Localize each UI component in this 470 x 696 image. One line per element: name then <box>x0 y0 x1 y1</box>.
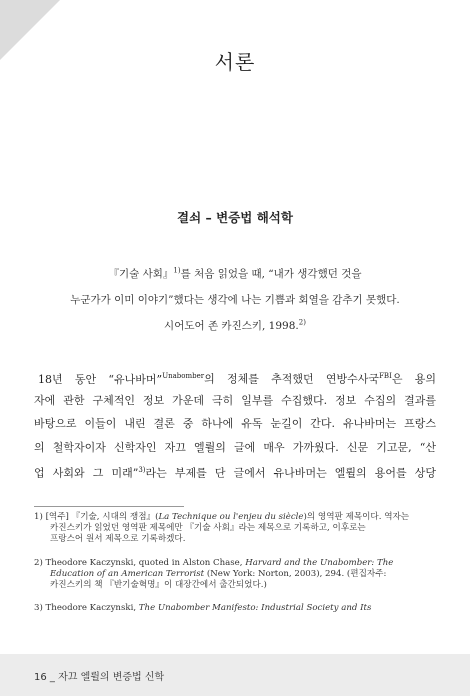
epigraph-line-2: 누군가가 이미 이야기”했다는 생각에 나는 기쁨과 회열을 감추기 못했다. <box>70 294 400 306</box>
footnote-divider <box>34 506 184 507</box>
body-line-5: 업 사회와 그 미래”$^{3)}$라는 부제를 단 글에서 유나바머는 엘륄의 용어를 상당 <box>34 466 437 480</box>
body-line-2: 자에 관한 구체적인 정보 가운데 극히 일부를 수집했다. 정보 수집의 결과를 <box>34 393 436 407</box>
chapter-title: 서론 <box>214 50 256 74</box>
footnote-1: 1) [역주] 『기술, 시대의 쟁점』(La Technique ou l'enjeu du siècle)의 영역판 제목이다. 역자는 카진스키가 읽었던 영역판 제목에만 『기술 사회』라는 제목으로 기록하고, 이후로는 프랑스어 원서 제목으로 기록하겠다. <box>34 512 410 544</box>
body-text <box>34 365 436 483</box>
footnote-ref-3[interactable]: 3) <box>138 466 146 474</box>
body-line-4: 의 철학자이자 신학자인 자끄 엘륄의 글에 매우 가까웠다. 신문 기고문, “산 <box>34 440 436 454</box>
footnote-ref-2[interactable]: 2) <box>298 318 306 327</box>
body-line-3: 바탕으로 이들이 내린 결론 중 하나에 유독 눈길이 간다. 유나바머는 프랑스 <box>34 417 436 430</box>
footnote-3: 3) Theodore Kaczynski, The Unabomber Manifesto: Industrial Society and Its <box>34 603 372 613</box>
epigraph-line-1: 『기술 사회』$^{1)}$를 처음 읽었을 때, “내가 생각했던 것을 <box>108 266 362 280</box>
epigraph-attribution: 시어도어 존 카진스키, 1998.$^{2)}$ <box>164 318 306 332</box>
section-title: 결쇠 – 변증법 해석학 <box>177 210 293 225</box>
body-line-1: 18년 동안 “유나바머”$^{Unabomber}$의 정체를 추적했던 연방수사국$^{FBI}$은 용의 <box>38 372 436 386</box>
footnote-2: 2) Theodore Kaczynski, quoted in Alston Chase, Harvard and the Unabomber: The Education of an American Terrorist (New York: Norton, 2003), 294. (편집자주: 카진스키의 책 『반기술혁명』이 대장간에서 출간되었다.) <box>34 558 394 590</box>
running-footer: 16 _ 자끄 엘륄의 변증법 신학 <box>34 672 165 683</box>
footnote-ref-1[interactable]: 1) <box>173 266 181 275</box>
